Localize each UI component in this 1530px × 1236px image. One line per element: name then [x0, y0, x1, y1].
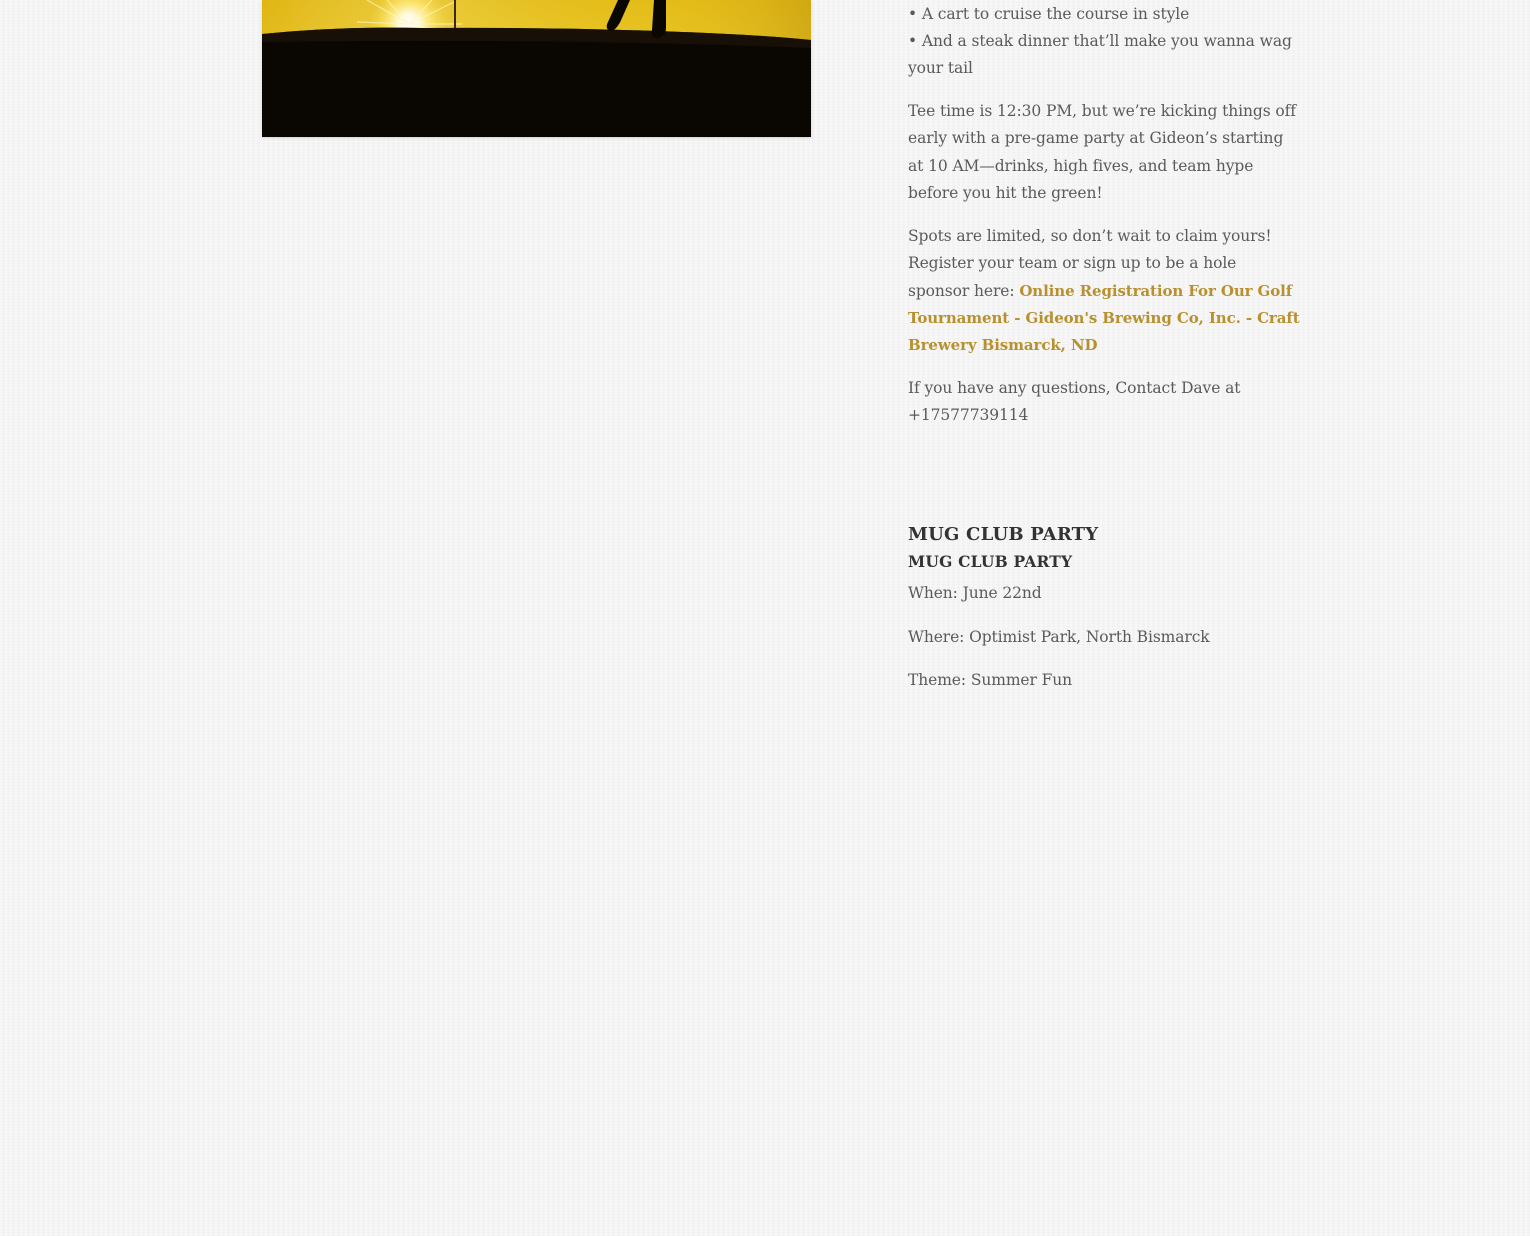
mug-club-when: When: June 22nd: [908, 584, 1042, 602]
contact-text: If you have any questions, Contact Dave at +17577739114: [908, 379, 1241, 425]
perk-cart: • A cart to cruise the course in style: [908, 5, 1190, 23]
golf-sunset-photo: [262, 0, 811, 137]
mug-club-title: MUG CLUB PARTY: [908, 524, 1099, 545]
spots-text: Spots are limited, so don’t wait to claim yours! Register your team or sign up to be a hole sponsor here:: [908, 227, 1272, 300]
tee-time-text: Tee time is 12:30 PM, but we’re kicking things off early with a pre-game party at Gideon’s starting at 10 AM—drinks, high fives, and team hype before you hit the green!: [908, 102, 1296, 202]
golf-sunset-silhouette-icon: [262, 0, 811, 137]
perk-steak-dinner: • And a steak dinner that’ll make you wanna wag your tail: [908, 32, 1292, 78]
registration-paragraph: [908, 223, 1300, 359]
mug-club-subtitle: MUG CLUB PARTY: [908, 552, 1073, 571]
registration-link[interactable]: Online Registration For Our Golf Tournament - Gideon's Brewing Co, Inc. - Craft Brewery Bismarck, ND: [908, 281, 1300, 355]
mug-club-where: Where: Optimist Park, North Bismarck: [908, 628, 1210, 646]
mug-club-theme: Theme: Summer Fun: [908, 671, 1073, 689]
